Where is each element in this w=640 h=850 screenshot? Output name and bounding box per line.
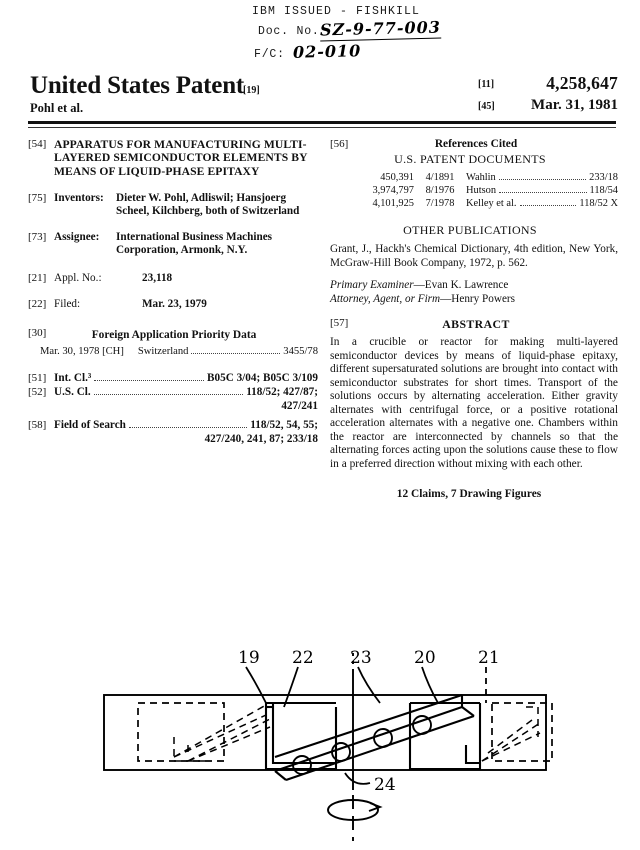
priority-heading: Foreign Application Priority Data [91,329,257,342]
other-publications-heading: OTHER PUBLICATIONS [403,223,537,237]
references-header [330,138,618,150]
int-class-value: B05C 3/04; B05C 3/109 [207,372,318,385]
inid-code-19: [19] [243,85,260,96]
inventors-value: Dieter W. Pohl, Adliswil; Hansjoerg Scheel, Kilchberg, both of Switzerland [116,192,300,218]
priority-country: Switzerland [137,346,189,358]
priority-block [28,327,318,357]
reactor-cross-section-diagram [70,645,580,845]
inventors-block [28,192,318,218]
reference-classification: 118/52 X [579,198,618,209]
stamp-issued-line: IBM ISSUED - FISHKILL [252,5,421,18]
inid-code-73: [73] [28,230,47,243]
claims-figures-line: 12 Claims, 7 Drawing Figures [396,488,542,501]
field-of-search-continuation: 427/240, 241, 87; 233/18 [204,433,318,446]
header-rule-thick [28,121,616,124]
stamp-fc-row [254,42,582,65]
other-publications-text: Grant, J., Hackh's Chemical Dictionary, 4th edition, New York, McGraw-Hill Book Company, 1972, p. 562. [330,243,618,269]
reference-name: Hutson [466,185,497,196]
priority-number: 3455/78 [283,346,318,358]
page-title: United States Patent [30,72,245,99]
reference-dots [520,205,577,206]
patent-drawing [70,645,580,845]
inid-code-30: [30] [28,327,47,340]
int-class-dots [94,380,204,381]
reference-dots [499,179,586,180]
figure-label-23: 23 [350,648,372,668]
reference-name: Kelley et al. [466,198,517,209]
field-of-search-label: Field of Search [54,419,126,432]
abstract-text: In a crucible or reactor for making multi-layered semiconductor devices by means of liquid-phase epitaxy, different supersaturated solutions are brought into contact with semiconductor substrates for short times. Transport of the solutions occurs by alternating acceleration. Either gravity alternates with centrifugal force, or a positive rotational acceleration alternates with a negative one. Chambers within the reactor are interconnected by channels so that the alternating forces acting upon the solutions cause these to flow in a preferred direction without mixing with each other. [330,336,618,470]
reference-number: 4,101,925 [372,198,414,209]
inid-code-22: [22] [28,298,47,311]
left-phantom-chamber [138,703,224,761]
filed-block [28,298,318,311]
reference-classification: 233/18 [589,172,618,183]
priority-dots [191,353,280,354]
reference-date: 4/1891 [425,172,455,183]
header-rule-thin [28,127,616,128]
inid-code-45: [45] [478,101,495,112]
stamp-fc-label: F/C: [254,48,285,61]
us-class-row [28,385,318,399]
field-of-search-row [28,418,318,432]
right-projection-lines [482,707,540,761]
int-class-label: Int. Cl.³ [54,372,92,385]
priority-row [40,346,318,357]
assignee-value: International Business Machines Corporation, Armonk, N.Y. [116,230,273,256]
priority-date: Mar. 30, 1978 [CH] [40,346,124,358]
filed-label: Filed: [54,298,81,311]
inventor-line: Pohl et al. [30,101,84,115]
figure-label-20: 20 [414,648,436,668]
stamp-doc-value: SZ-9-77-003 [319,17,441,40]
appl-number-value: 23,118 [142,272,173,285]
abstract-heading: ABSTRACT [442,317,510,332]
reference-name: Wahlin [466,172,496,183]
attorney-value: Henry Powers [451,292,515,305]
invention-title-block [28,138,318,178]
reference-date: 8/1976 [425,185,455,196]
inid-code-54: [54] [28,138,47,150]
patent-date: Mar. 31, 1981 [531,97,618,113]
us-documents-table [330,171,618,210]
right-phantom-chamber [492,703,552,761]
stamp-doc-row [258,19,582,42]
inid-code-57: [57] [330,317,349,330]
references-heading: References Cited [434,138,518,150]
field-of-search-value: 118/52, 54, 55; [250,419,318,432]
stamp-doc-label: Doc. No. [258,25,320,38]
stamp-fc-value: 02-010 [292,41,362,62]
field-of-search-dots [129,427,247,428]
inid-code-58: [58] [28,419,47,432]
leader-lines [246,667,486,784]
us-class-value: 118/52; 427/87; [246,386,318,399]
primary-examiner-value: Evan K. Lawrence [424,279,509,292]
table-row [330,197,618,210]
inid-code-75: [75] [28,192,47,205]
table-row [330,171,618,184]
attorney-line: Attorney, Agent, or Firm—Henry Powers [330,292,515,305]
left-column [28,138,318,446]
rotation-arrow [328,800,380,820]
primary-examiner-label: Primary Examiner [330,279,414,292]
filed-value: Mar. 23, 1979 [142,298,207,311]
classification-block [28,371,318,446]
reference-classification: 118/54 [589,185,618,196]
issued-stamp [252,4,582,65]
us-documents-heading: U.S. PATENT DOCUMENTS [394,152,546,166]
reference-number: 450,391 [380,172,414,183]
reference-date: 7/1978 [425,198,455,209]
reference-dots [499,192,586,193]
primary-examiner-line: Primary Examiner—Evan K. Lawrence [330,279,509,292]
us-class-label: U.S. Cl. [54,386,91,399]
figure-label-22: 22 [292,648,314,668]
abstract-header [330,317,618,332]
assignee-label: Assignee: [54,230,100,243]
invention-title: APPARATUS FOR MANUFACTURING MULTI-LAYERED SEMICONDUCTOR ELEMENTS BY MEANS OF LIQUID-PHASE EPITAXY [54,138,308,178]
inid-code-51: [51] [28,372,47,385]
reference-number: 3,974,797 [372,185,414,196]
inid-code-21: [21] [28,272,47,285]
table-row [330,184,618,197]
int-class-row [28,371,318,385]
inid-code-56: [56] [330,138,349,150]
inventors-label: Inventors: [54,192,104,205]
us-class-continuation: 427/241 [281,400,318,413]
appl-number-block [28,272,318,285]
inid-code-11: [11] [478,79,495,90]
patent-number: 4,258,647 [546,73,618,93]
assignee-block [28,231,318,257]
inid-code-52: [52] [28,386,47,399]
chamber-19 [266,703,336,769]
attorney-label: Attorney, Agent, or Firm [330,292,441,305]
figure-label-21: 21 [478,648,500,668]
appl-number-label: Appl. No.: [54,272,102,285]
us-class-dots [94,394,244,395]
right-column [330,138,618,500]
figure-label-24: 24 [374,775,396,795]
left-projection-lines [174,705,270,761]
figure-label-19: 19 [238,648,260,668]
